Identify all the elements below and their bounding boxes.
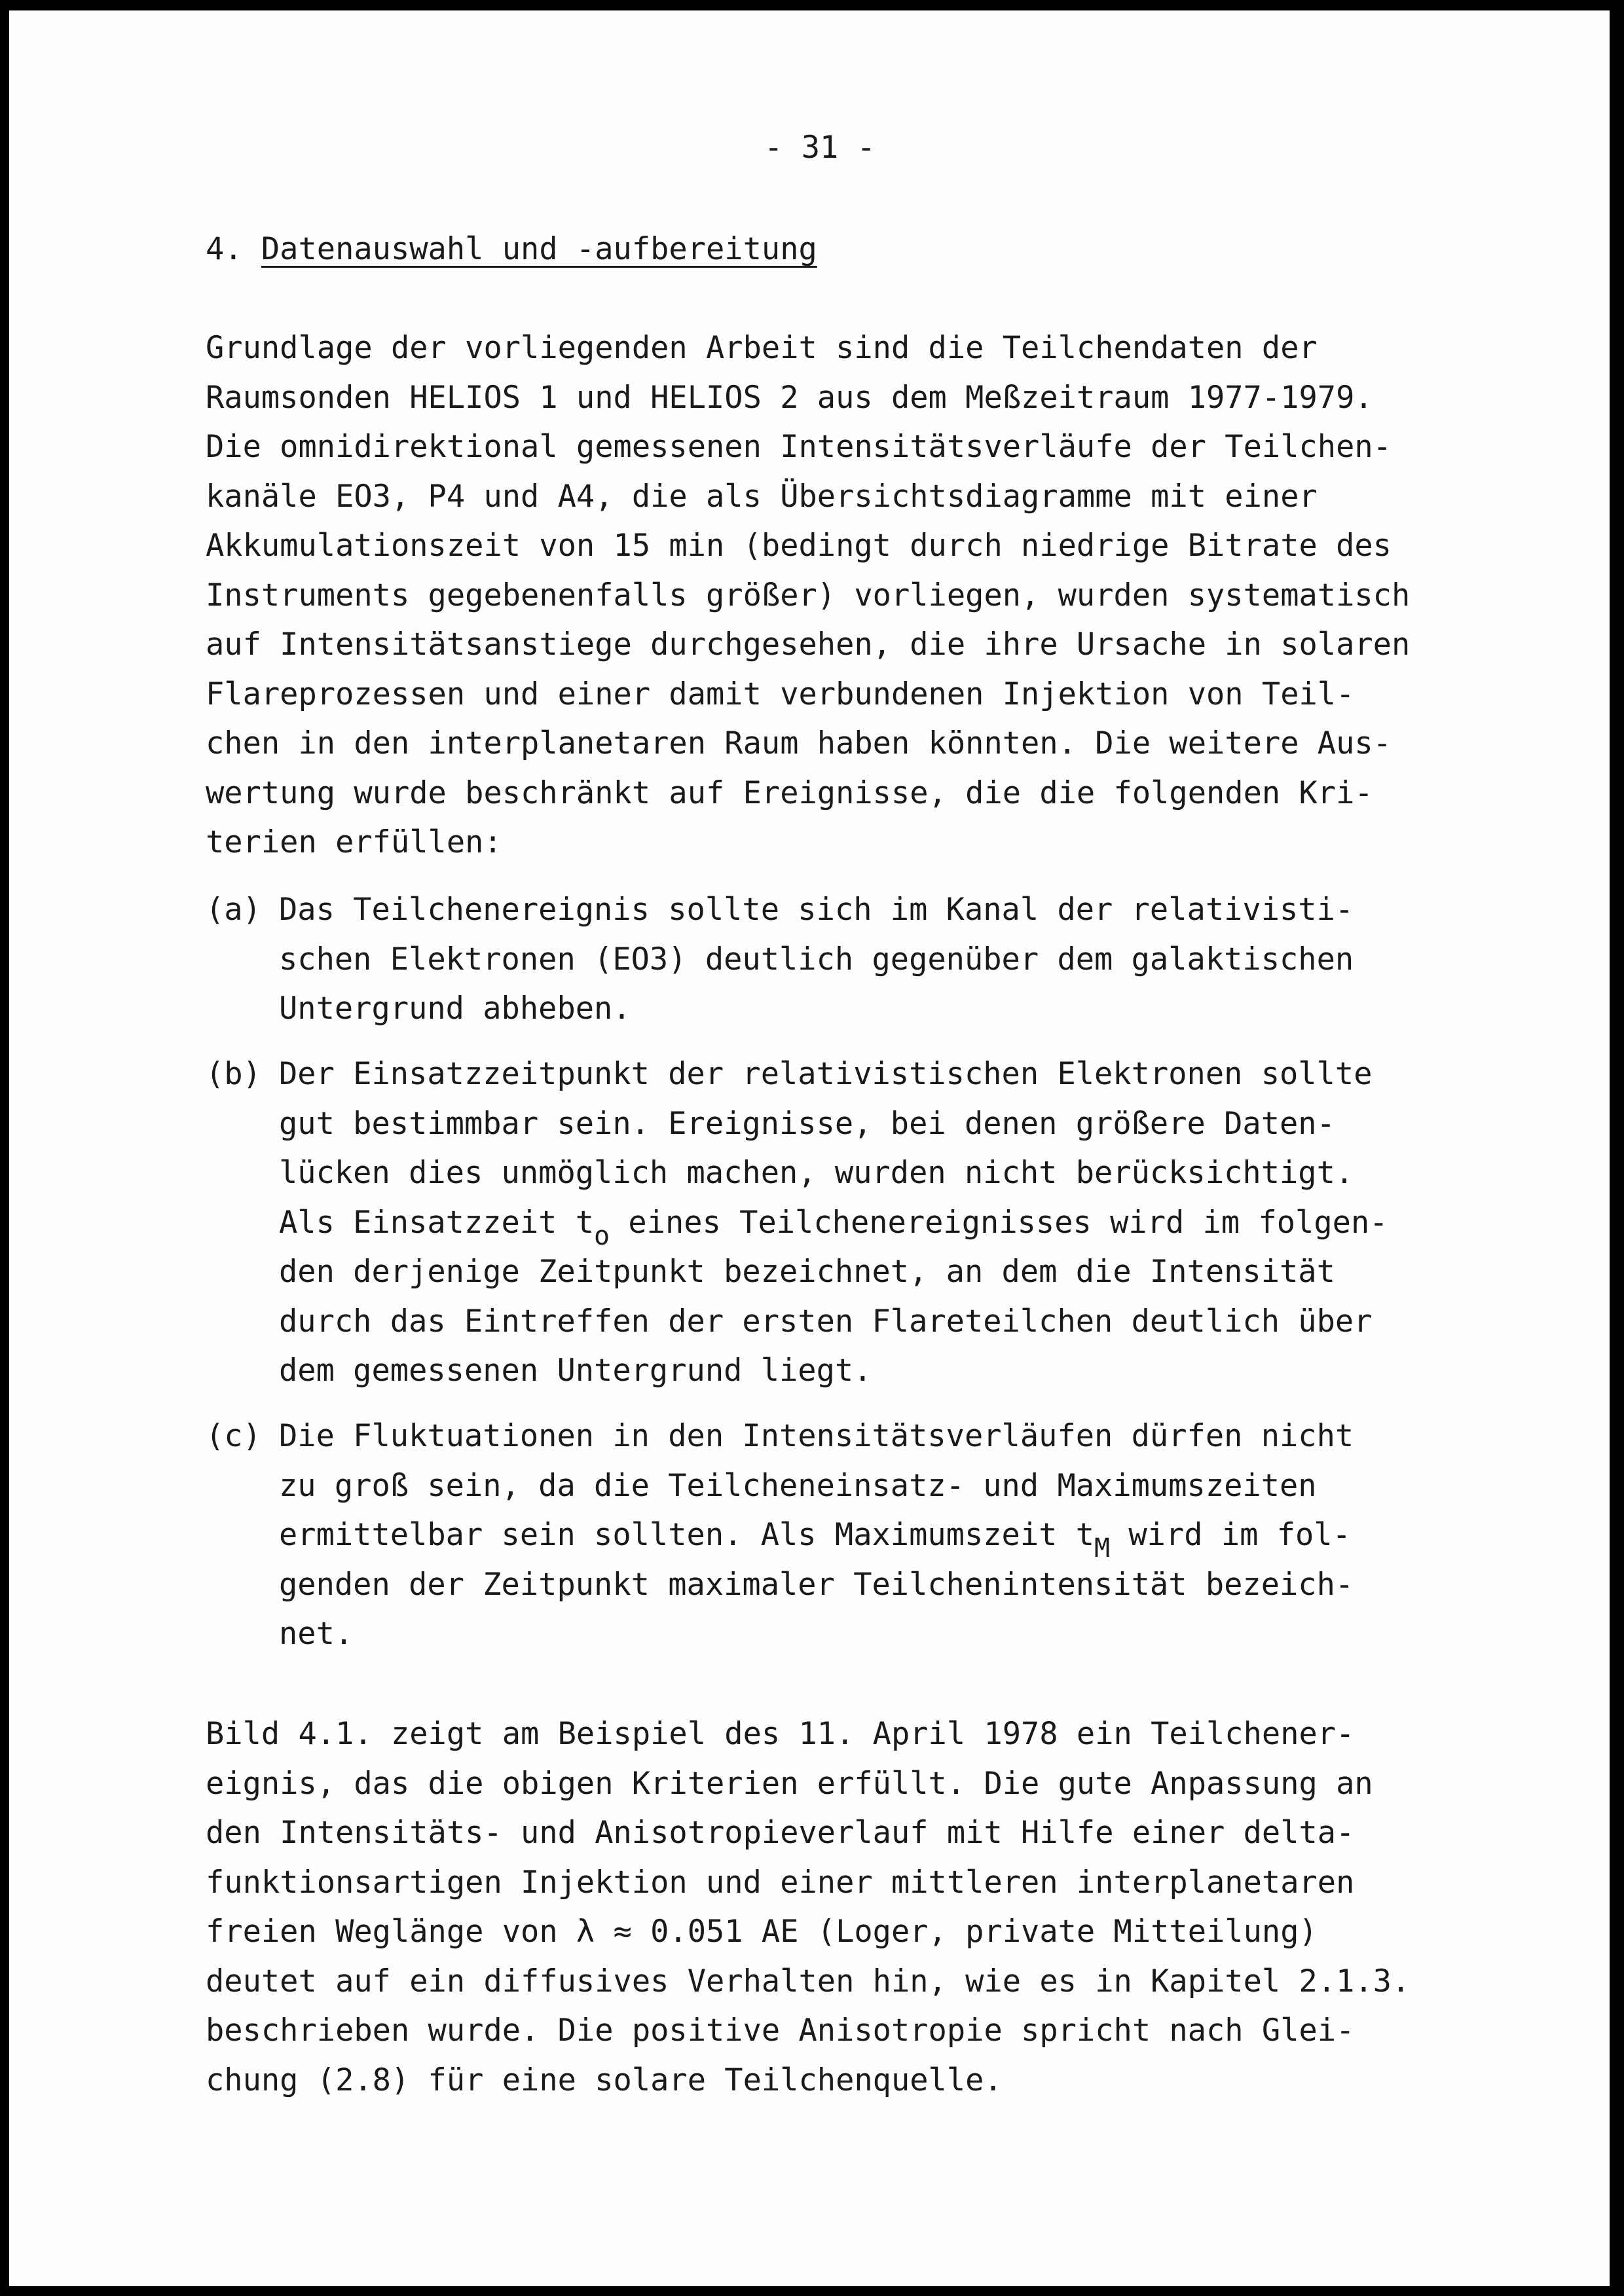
text-line: Die omnidirektional gemessenen Intensitätsverläufe der Teilchen- [206, 429, 1392, 465]
text-line: zu groß sein, da die Teilcheneinsatz- und Maximumszeiten [279, 1467, 1317, 1504]
text-line: gut bestimmbar sein. Ereignisse, bei denen größere Daten- [279, 1105, 1335, 1142]
text-line: net. [279, 1616, 354, 1652]
text-line: Bild 4.1. zeigt am Beispiel des 11. April 1978 ein Teilchener- [206, 1716, 1355, 1752]
section-heading [206, 227, 817, 272]
text-span: eines Teilchenereignisses wird im folgen- [610, 1204, 1388, 1241]
text-line: dem gemessenen Untergrund liegt. [279, 1353, 872, 1389]
text-line: Akkumulationszeit von 15 min (bedingt durch niedrige Bitrate des [206, 528, 1392, 564]
criterion-text [279, 885, 1354, 1034]
subscript: M [1094, 1533, 1111, 1563]
section-title: Datenauswahl und -aufbereitung [261, 231, 817, 267]
text-line: genden der Zeitpunkt maximaler Teilchenintensität bezeich- [279, 1566, 1354, 1603]
text-line: auf Intensitätsanstiege durchgesehen, die ihre Ursache in solaren [206, 627, 1411, 663]
criterion-label: (c) [206, 1418, 261, 1454]
text-line: Das Teilchenereignis sollte sich im Kanal der relativisti- [279, 892, 1354, 928]
text-line [279, 1198, 1388, 1251]
closing-paragraph [206, 1709, 1502, 2105]
text-line: Flareprozessen und einer damit verbundenen Injektion von Teil- [206, 676, 1355, 712]
intro-paragraph [206, 323, 1502, 867]
text-line: Der Einsatzzeitpunkt der relativistischen Elektronen sollte [279, 1056, 1373, 1092]
text-line: wertung wurde beschränkt auf Ereignisse, die die folgenden Kri- [206, 774, 1373, 811]
text-span: Als Einsatzzeit t [279, 1204, 595, 1241]
text-line: terien erfüllen: [206, 824, 502, 860]
text-line: lücken dies unmöglich machen, wurden nicht berücksichtigt. [279, 1155, 1354, 1191]
text-line: Grundlage der vorliegenden Arbeit sind die Teilchendaten der [206, 330, 1318, 366]
text-line: beschrieben wurde. Die positive Anisotropie spricht nach Glei- [206, 2013, 1355, 2049]
document-page [9, 10, 1610, 2286]
criterion-text [279, 1049, 1388, 1396]
text-line: Die Fluktuationen in den Intensitätsverläufen dürfen nicht [279, 1418, 1354, 1454]
text-line: Instruments gegebenenfalls größer) vorliegen, wurden systematisch [206, 577, 1411, 613]
text-line: Untergrund abheben. [279, 991, 631, 1027]
text-line: funktionsartigen Injektion und einer mittleren interplanetaren [206, 1864, 1355, 1901]
criterion-text [279, 1412, 1354, 1659]
text-line: deutet auf ein diffusives Verhalten hin, wie es in Kapitel 2.1.3. [206, 1963, 1411, 1999]
text-line: freien Weglänge von λ ≈ 0.051 AE (Loger, private Mitteilung) [206, 1914, 1318, 1950]
page-number: - 31 - [764, 130, 876, 166]
subscript: o [594, 1220, 610, 1251]
text-span: wird im fol- [1110, 1517, 1351, 1553]
section-number: 4. [206, 231, 243, 267]
text-line: durch das Eintreffen der ersten Flareteilchen deutlich über [279, 1303, 1373, 1339]
criterion-label: (a) [206, 892, 261, 928]
text-line: den derjenige Zeitpunkt bezeichnet, an dem die Intensität [279, 1254, 1335, 1290]
text-line: chen in den interplanetaren Raum haben könnten. Die weitere Aus- [206, 725, 1392, 761]
text-line: Raumsonden HELIOS 1 und HELIOS 2 aus dem Meßzeitraum 1977-1979. [206, 379, 1373, 416]
text-line: schen Elektronen (EO3) deutlich gegenüber dem galaktischen [279, 941, 1354, 977]
text-line: chung (2.8) für eine solare Teilchenquelle. [206, 2062, 1003, 2098]
text-line: eignis, das die obigen Kriterien erfüllt. Die gute Anpassung an [206, 1765, 1373, 1802]
criterion-label: (b) [206, 1056, 261, 1092]
text-line [279, 1510, 1354, 1563]
text-line: den Intensitäts- und Anisotropieverlauf mit Hilfe einer delta- [206, 1815, 1355, 1851]
text-span: ermittelbar sein sollten. Als Maximumszeit t [279, 1517, 1095, 1553]
text-line: kanäle EO3, P4 und A4, die als Übersichtsdiagramme mit einer [206, 478, 1318, 515]
